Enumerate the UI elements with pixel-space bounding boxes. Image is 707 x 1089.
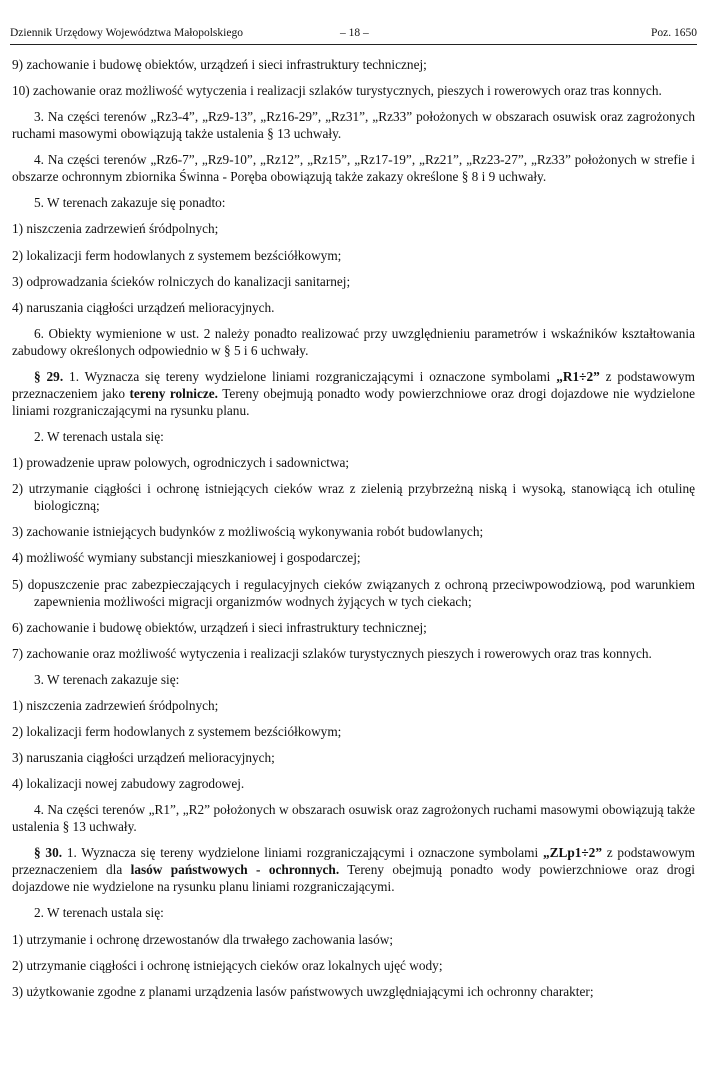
- list-item: 6) zachowanie i budowę obiektów, urządzeń i sieci infrastruktury technicznej;: [12, 619, 427, 635]
- list-item: 3) użytkowanie zgodne z planami urządzenia lasów państwowych uwzględniającymi ich ochronny charakter;: [12, 983, 594, 999]
- list-item: 1) niszczenia zadrzewień śródpolnych;: [12, 697, 219, 713]
- purpose-label: tereny rolnicze.: [129, 385, 218, 401]
- section-mark: § 30.: [34, 845, 67, 861]
- list-item: 2) utrzymanie ciągłości i ochronę istniejących cieków oraz lokalnych ujęć wody;: [12, 957, 443, 973]
- document-body: [12, 56, 695, 1009]
- position-number: Poz. 1650: [651, 27, 697, 39]
- paragraph: 6. Obiekty wymienione w ust. 2 należy ponadto realizować przy uwzględnieniu parametrów i wskaźników kształtowania zabudowy określonych odpowiednio w § 5 i 6 uchwały.: [12, 325, 695, 358]
- list-item: 2) lokalizacji ferm hodowlanych z systemem bezściółkowym;: [12, 723, 342, 739]
- paragraph: 3. Na części terenów „Rz3-4”, „Rz9-13”, „Rz16-29”, „Rz31”, „Rz33” położonych w obszarach osuwisk oraz zagrożonych ruchami masowymi obowiązują także ustalenia § 13 uchwały.: [12, 109, 695, 142]
- list-item: 4) lokalizacji nowej zabudowy zagrodowej.: [12, 776, 245, 792]
- list-item: 5) dopuszczenie prac zabezpieczających i regulacyjnych cieków związanych z ochroną przeciwpowodziową, pod warunkiem zapewnienia możliwości migracji organizmów wodnych żyjących w tych ciekach;: [12, 576, 695, 609]
- list-item: 1) prowadzenie upraw polowych, ogrodniczych i sadownictwa;: [12, 455, 350, 471]
- list-item: 3) zachowanie istniejących budynków z możliwością wykonywania robót budowlanych;: [12, 524, 484, 540]
- list-item: 4) naruszania ciągłości urządzeń melioracyjnych.: [12, 299, 275, 315]
- section-text: 1. Wyznacza się tereny wydzielone liniami rozgraniczającymi i oznaczone symbolami: [66, 845, 543, 861]
- symbol-label: „R1÷2”: [556, 368, 600, 384]
- list-item: 4) możliwość wymiany substancji mieszkaniowej i gospodarczej;: [12, 550, 361, 566]
- section-29-paragraph: [12, 368, 695, 419]
- section-text: 1. Wyznacza się tereny wydzielone liniami rozgraniczającymi i oznaczone symbolami: [69, 368, 557, 384]
- section-mark: § 29.: [34, 368, 70, 384]
- list-item: 1) utrzymanie i ochronę drzewostanów dla trwałego zachowania lasów;: [12, 931, 394, 947]
- paragraph: 4. Na części terenów „R1”, „R2” położonych w obszarach osuwisk oraz zagrożonych ruchami masowymi obowiązują także ustalenia § 13 uchwały.: [12, 802, 695, 835]
- page-header: [10, 26, 697, 45]
- list-item: 9) zachowanie i budowę obiektów, urządzeń i sieci infrastruktury technicznej;: [12, 57, 427, 72]
- list-item: 1) niszczenia zadrzewień śródpolnych;: [12, 221, 219, 237]
- section-30-paragraph: [12, 844, 695, 895]
- section-text: z podstawowym przeznaczeniem jako: [12, 368, 695, 401]
- paragraph: 3. W terenach zakazuje się:: [34, 671, 180, 687]
- section-text: z podstawowym przeznaczeniem dla: [12, 845, 695, 878]
- list-item: 7) zachowanie oraz możliwość wytyczenia i realizacji szlaków turystycznych pieszych i rowerowych oraz tras konnych.: [12, 645, 652, 661]
- symbol-label: „ZLp1÷2”: [542, 845, 602, 861]
- list-item: 2) utrzymanie ciągłości i ochronę istniejących cieków wraz z zielenią przybrzeżną niską i wysoką, stanowiącą ich otulinę biologiczną;: [12, 481, 695, 514]
- section-text: Tereny obejmują ponadto wody powierzchniowe oraz drogi dojazdowe nie wydzielone liniami rozgraniczającymi na rysunku planu.: [12, 385, 695, 418]
- list-item: 3) odprowadzania ścieków rolniczych do kanalizacji sanitarnej;: [12, 273, 351, 289]
- section-text: Tereny obejmują ponadto wody powierzchniowe oraz drogi dojazdowe nie wydzielone na rysunku planu liniami rozgraniczającymi.: [12, 862, 695, 895]
- paragraph: 5. W terenach zakazuje się ponadto:: [34, 195, 226, 211]
- page-number: – 18 –: [340, 27, 369, 39]
- journal-title: Dziennik Urzędowy Województwa Małopolskiego: [10, 27, 243, 39]
- list-item: 3) naruszania ciągłości urządzeń melioracyjnych;: [12, 750, 275, 766]
- purpose-label: lasów państwowych - ochronnych.: [130, 862, 340, 878]
- paragraph: 2. W terenach ustala się:: [34, 905, 164, 921]
- paragraph: 2. W terenach ustala się:: [34, 429, 164, 445]
- paragraph: 4. Na części terenów „Rz6-7”, „Rz9-10”, „Rz12”, „Rz15”, „Rz17-19”, „Rz21”, „Rz23-27”, „Rz33” położonych w strefie i obszarze ochronnym zbiornika Świnna - Poręba obowiązują także zakazy określone § 8 i 9 uchwały.: [12, 152, 695, 185]
- list-item: 10) zachowanie oraz możliwość wytyczenia i realizacji szlaków turystycznych, pieszych i rowerowych oraz tras konnych.: [12, 83, 662, 99]
- list-item: 2) lokalizacji ferm hodowlanych z systemem bezściółkowym;: [12, 247, 342, 263]
